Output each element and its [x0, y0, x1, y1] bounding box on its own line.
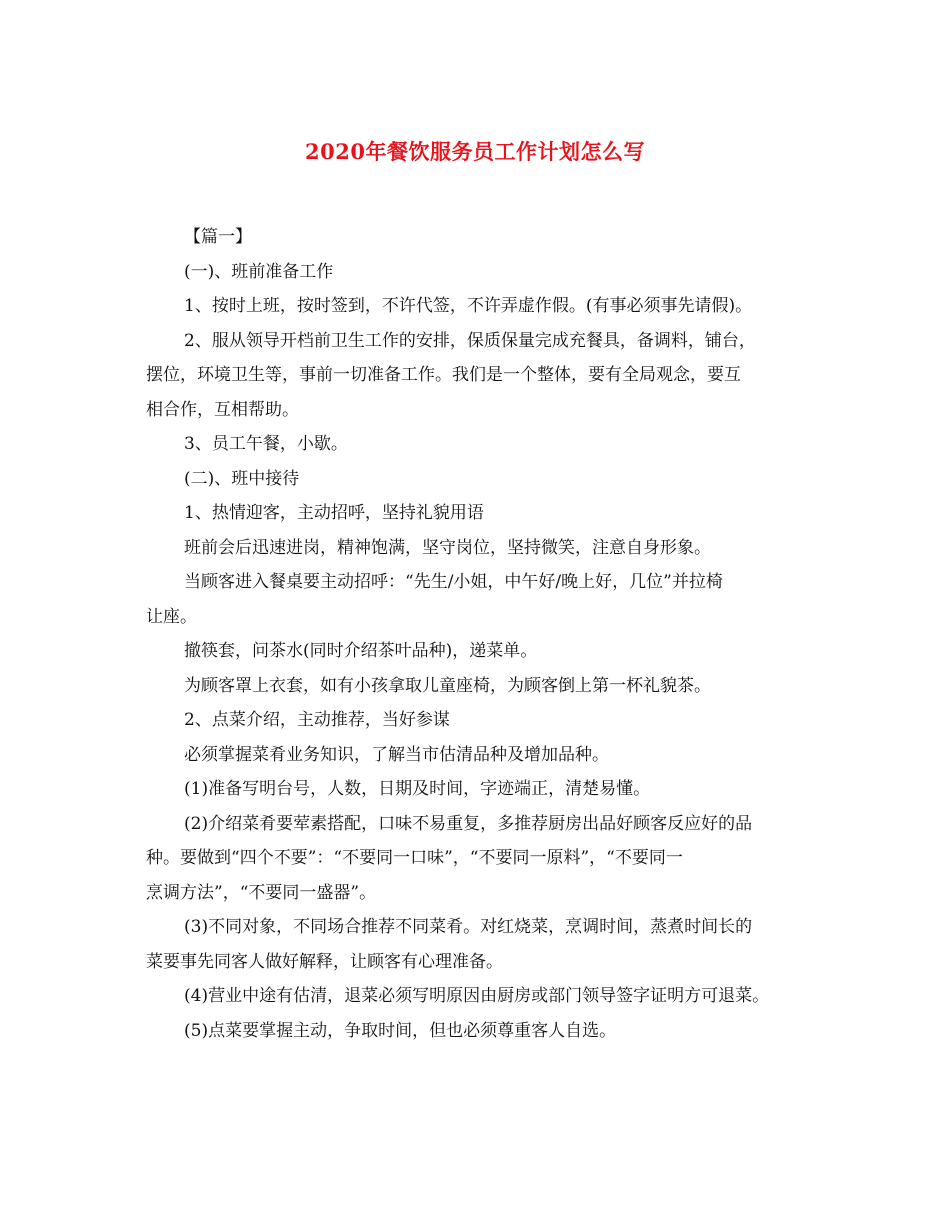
paragraph-line: 1、热情迎客，主动招呼，坚持礼貌用语 [184, 503, 484, 523]
paragraph-line: 班前会后迅速进岗，精神饱满，坚守岗位，坚持微笑，注意自身形象。 [184, 537, 711, 558]
paragraph [146, 289, 816, 324]
paragraph-line: 撤筷套，问茶水(同时介绍茶叶品种)，递菜单。 [184, 641, 538, 661]
paragraph [146, 531, 816, 566]
paragraph [146, 738, 816, 773]
paragraph-line: 让座。 [146, 606, 197, 627]
paragraph [146, 703, 816, 738]
paragraph [146, 462, 816, 497]
paragraph-line: 【篇一】 [184, 227, 252, 247]
paragraph-line: (2)介绍菜肴要荤素搭配，口味不易重复，多推荐厨房出品好顾客反应好的品 [184, 813, 753, 834]
paragraph-line: 1、按时上班，按时签到，不许代签，不许弄虚作假。(有事必须事先请假)。 [184, 296, 753, 316]
paragraph-line: 摆位，环境卫生等，事前一切准备工作。我们是一个整体，要有全局观念，要互 [146, 365, 741, 385]
paragraph [146, 565, 816, 634]
paragraph-line: 相合作，互相帮助。 [146, 399, 299, 420]
paragraph-line: 种。要做到“四个不要”：“不要同一口味”，“不要同一原料”，“不要同一 [146, 848, 683, 868]
paragraph-line: 2、点菜介绍，主动推荐，当好参谋 [184, 710, 450, 730]
paragraph-line: 菜要事先同客人做好解释，让顾客有心理准备。 [146, 951, 503, 972]
paragraph [146, 496, 816, 531]
paragraph [146, 772, 816, 807]
paragraph [146, 324, 816, 428]
paragraph-line: 为顾客罩上衣套，如有小孩拿取儿童座椅，为顾客倒上第一杯礼貌茶。 [184, 675, 711, 696]
paragraph-line: 2、服从领导开档前卫生工作的安排，保质保量完成充餐具，备调料，铺台， [184, 330, 756, 351]
paragraph-line: 3、员工午餐，小歇。 [184, 434, 348, 454]
paragraph [146, 669, 816, 704]
paragraph [146, 1014, 816, 1049]
paragraph-line: (4)营业中途有估清，退菜必须写明原因由厨房或部门领导签字证明方可退菜。 [184, 986, 770, 1006]
paragraph-line: (5)点菜要掌握主动，争取时间，但也必须尊重客人自选。 [184, 1020, 617, 1041]
paragraph [146, 634, 816, 669]
paragraph [146, 220, 816, 255]
document-body [146, 220, 816, 1048]
paragraph [146, 807, 816, 911]
paragraph [146, 910, 816, 979]
document-title: 2020年餐饮服务员工作计划怎么写 [305, 139, 645, 164]
paragraph [146, 255, 816, 290]
paragraph-line: (1)准备写明台号，人数，日期及时间，字迹端正，清楚易懂。 [184, 779, 651, 799]
paragraph [146, 979, 816, 1014]
paragraph-line: (二)、班中接待 [184, 468, 300, 489]
paragraph-line: (3)不同对象，不同场合推荐不同菜肴。对红烧菜，烹调时间，蒸煮时间长的 [184, 917, 753, 937]
paragraph-line: (一)、班前准备工作 [184, 261, 334, 282]
paragraph-line: 必须掌握菜肴业务知识，了解当市估清品种及增加品种。 [184, 744, 609, 765]
paragraph-line: 当顾客进入餐桌要主动招呼：“先生/小姐，中午好/晚上好，几位”并拉椅 [184, 572, 723, 592]
paragraph-line: 烹调方法”，“不要同一盛器”。 [146, 882, 377, 903]
paragraph [146, 427, 816, 462]
